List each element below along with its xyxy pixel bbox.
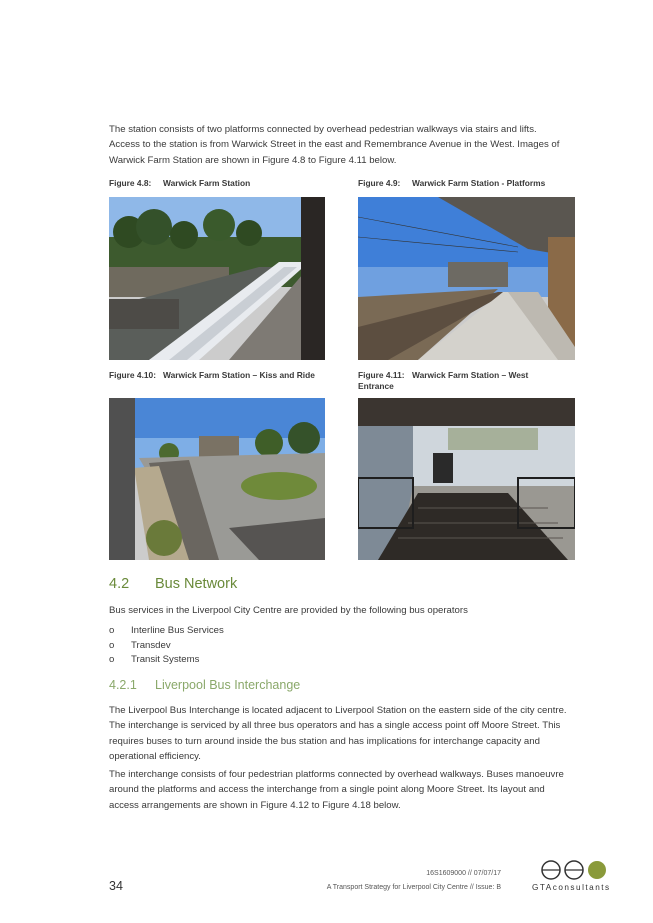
bus-operator-list	[109, 624, 224, 668]
figure-number: Figure 4.9:	[358, 178, 401, 188]
figure-4-10-caption	[109, 370, 319, 381]
section-title: Bus Network	[155, 576, 238, 592]
footer-doc-ref: 16S1609000 // 07/07/17	[426, 870, 501, 877]
subsection-number: 4.2.1	[109, 678, 137, 692]
figure-title: Warwick Farm Station – West Entrance	[358, 370, 529, 391]
figure-number: Figure 4.11:	[358, 370, 405, 380]
footer-doc-title: A Transport Strategy for Liverpool City Centre // Issue: B	[326, 884, 501, 891]
list-item: o Transit Systems	[109, 653, 224, 668]
section-intro: Bus services in the Liverpool City Centre are provided by the following bus operators	[109, 605, 468, 616]
figure-number: Figure 4.8:	[109, 178, 152, 188]
paragraph-interchange-location: The Liverpool Bus Interchange is located adjacent to Liverpool Station on the eastern side of the city centre. The interchange is serviced by all three bus operators and has a single access point off Moore Street. This requires buses to turn around inside the bus station and has implications for interchange capacity and operational efficiency.	[109, 705, 567, 763]
figure-4-11-caption	[358, 370, 563, 392]
list-item: o Interline Bus Services	[109, 624, 224, 639]
page-number: 34	[109, 879, 123, 893]
warwick-farm-station-photo	[109, 197, 325, 360]
bullet: o	[109, 625, 115, 636]
gta-logo-icon	[541, 858, 611, 882]
paragraph-interchange-layout: The interchange consists of four pedestrian platforms connected by overhead walkways. Buses manoeuvre around the platforms and access the interchange from a single point along Moore Street. Its layout and access arrangements are shown in Figure 4.12 to Figure 4.18 below.	[109, 769, 564, 811]
figure-title: Warwick Farm Station – Kiss and Ride	[163, 370, 315, 380]
figure-number: Figure 4.10:	[109, 370, 157, 380]
section-number: 4.2	[109, 576, 130, 592]
figure-4-8-caption	[109, 178, 339, 189]
kiss-and-ride-photo	[109, 398, 325, 560]
figure-title: Warwick Farm Station - Platforms	[412, 178, 546, 188]
subsection-heading	[109, 678, 300, 692]
bullet: o	[109, 639, 115, 651]
bullet: o	[109, 654, 115, 666]
platforms-photo	[358, 197, 575, 360]
brand-name: GTAconsultants	[532, 883, 611, 892]
west-entrance-photo	[358, 398, 575, 560]
subsection-title: Liverpool Bus Interchange	[155, 678, 301, 692]
figure-4-9-caption	[358, 178, 588, 189]
figure-title: Warwick Farm Station	[163, 178, 251, 188]
intro-paragraph: The station consists of two platforms connected by overhead pedestrian walkways via stairs and lifts. Access to the station is from Warwick Street in the east and Remembrance Avenue in the West. Images of Warwick Farm Station are shown in Figure 4.8 to Figure 4.11 below.	[109, 124, 560, 166]
list-item: o Transdev	[109, 639, 224, 654]
section-heading	[109, 576, 237, 592]
